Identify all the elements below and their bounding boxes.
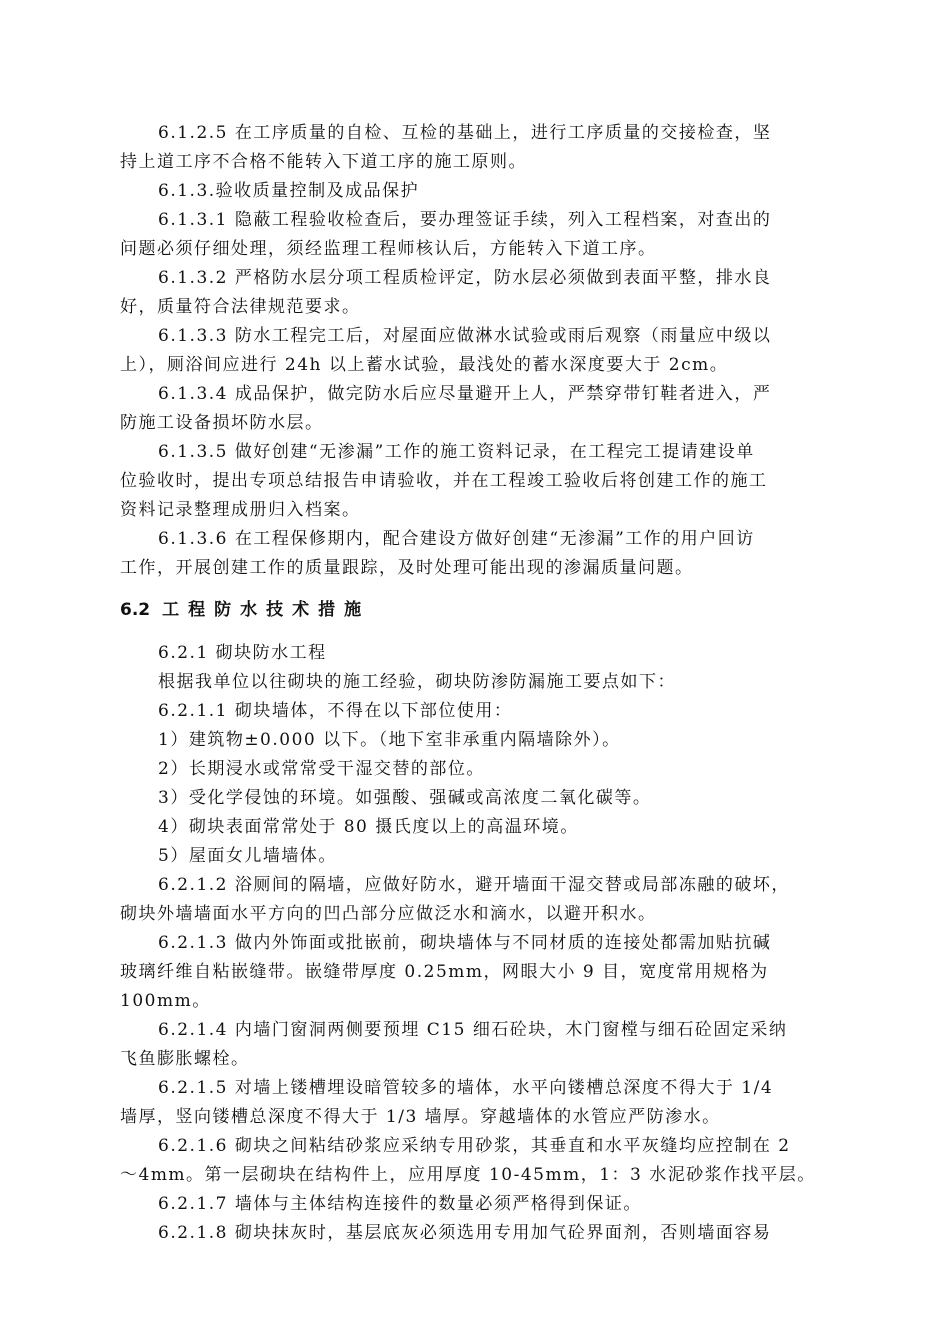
paragraph-line: ～4mm。第一层砌块在结构件上，应用厚度 10-45mm，1：3 水泥砂浆作找平层。 bbox=[120, 1165, 816, 1185]
subsection-heading: 6.2.1 砌块防水工程 bbox=[158, 643, 327, 663]
paragraph-line: 6.1.3.5 做好创建“无渗漏”工作的施工资料记录，在工程完工提请建设单 bbox=[158, 442, 755, 462]
paragraph-line: 飞鱼膨胀螺栓。 bbox=[120, 1049, 250, 1069]
paragraph-line: 6.2.1.8 砌块抹灰时，基层底灰必须选用专用加气砼界面剂，否则墙面容易 bbox=[158, 1223, 772, 1243]
list-item: 4）砌块表面常常处于 80 摄氏度以上的高温环境。 bbox=[158, 817, 579, 837]
paragraph-line: 根据我单位以往砌块的施工经验，砌块防渗防漏施工要点如下： bbox=[158, 672, 676, 692]
paragraph-line: 6.2.1.3 做内外饰面或批嵌前，砌块墙体与不同材质的连接处都需加贴抗碱 bbox=[158, 933, 772, 953]
paragraph-line: 6.2.1.5 对墙上镂槽埋设暗管较多的墙体，水平向镂槽总深度不得大于 1/4 bbox=[158, 1078, 774, 1098]
paragraph-line: 资料记录整理成册归入档案。 bbox=[120, 500, 361, 520]
paragraph-line: 持上道工序不合格不能转入下道工序的施工原则。 bbox=[120, 152, 527, 172]
list-item: 2）长期浸水或常常受干湿交替的部位。 bbox=[158, 759, 485, 779]
paragraph-line: 100mm。 bbox=[120, 991, 211, 1011]
paragraph-line: 问题必须仔细处理，须经监理工程师核认后，方能转入下道工序。 bbox=[120, 239, 657, 259]
subsection-heading: 6.1.3.验收质量控制及成品保护 bbox=[158, 181, 420, 201]
paragraph-line: 好，质量符合法律规范要求。 bbox=[120, 297, 361, 317]
paragraph-line: 砌块外墙墙面水平方向的凹凸部分应做泛水和滴水，以避开积水。 bbox=[120, 904, 657, 924]
paragraph-line: 工作，开展创建工作的质量跟踪，及时处理可能出现的渗漏质量问题。 bbox=[120, 558, 694, 578]
paragraph-line: 6.2.1.6 砌块之间粘结砂浆应采纳专用砂浆，其垂直和水平灰缝均应控制在 2 bbox=[158, 1136, 791, 1156]
paragraph-line: 位验收时，提出专项总结报告申请验收，并在工程竣工验收后将创建工作的施工 bbox=[120, 471, 768, 491]
section-heading bbox=[120, 598, 860, 622]
paragraph-line: 6.2.1.2 浴厕间的隔墙，应做好防水，避开墙面干湿交替或局部冻融的破坏， bbox=[158, 875, 790, 895]
paragraph-line: 上），厕浴间应进行 24h 以上蓄水试验，最浅处的蓄水深度要大于 2cm。 bbox=[120, 355, 729, 375]
paragraph-line: 6.1.3.1 隐蔽工程验收检查后，要办理签证手续，列入工程档案，对查出的 bbox=[158, 210, 772, 230]
paragraph-line: 6.2.1.4 内墙门窗洞两侧要预埋 C15 细石砼块，木门窗樘与细石砼固定采纳 bbox=[158, 1020, 788, 1040]
paragraph-line: 墙厚，竖向镂槽总深度不得大于 1/3 墙厚。穿越墙体的水管应严防渗水。 bbox=[120, 1107, 721, 1127]
section-title: 工程防水技术措施 bbox=[162, 600, 371, 620]
list-item: 5）屋面女儿墙墙体。 bbox=[158, 846, 337, 866]
section-number: 6.2 bbox=[120, 600, 151, 620]
paragraph-line: 6.2.1.7 墙体与主体结构连接件的数量必须严格得到保证。 bbox=[158, 1194, 642, 1214]
paragraph-line: 6.1.2.5 在工序质量的自检、互检的基础上，进行工序质量的交接检查，坚 bbox=[158, 123, 772, 143]
list-item: 3）受化学侵蚀的环境。如强酸、强碱或高浓度二氧化碳等。 bbox=[158, 788, 652, 808]
paragraph-line: 玻璃纤维自粘嵌缝带。嵌缝带厚度 0.25mm，网眼大小 9 目，宽度常用规格为 bbox=[120, 962, 769, 982]
paragraph-line: 6.1.3.4 成品保护，做完防水后应尽量避开上人，严禁穿带钉鞋者进入，严 bbox=[158, 384, 772, 404]
list-item: 1）建筑物±0.000 以下。（地下室非承重内隔墙除外）。 bbox=[158, 730, 621, 750]
paragraph-line: 防施工设备损坏防水层。 bbox=[120, 413, 324, 433]
paragraph-line: 6.1.3.6 在工程保修期内，配合建设方做好创建“无渗漏”工作的用户回访 bbox=[158, 529, 755, 549]
paragraph-line: 6.1.3.2 严格防水层分项工程质检评定，防水层必须做到表面平整，排水良 bbox=[158, 268, 772, 288]
paragraph-line: 6.1.3.3 防水工程完工后，对屋面应做淋水试验或雨后观察（雨量应中级以 bbox=[158, 326, 772, 346]
paragraph-line: 6.2.1.1 砌块墙体，不得在以下部位使用： bbox=[158, 701, 513, 721]
